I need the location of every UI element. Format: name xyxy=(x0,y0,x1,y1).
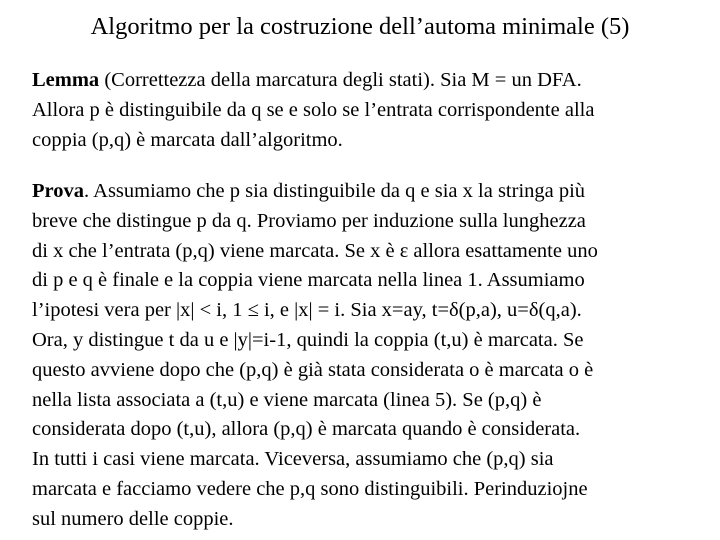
proof-line-12: sul numero delle coppie. xyxy=(32,507,234,530)
proof-line-7: questo avviene dopo che (p,q) è già stata considerata o è marcata o è xyxy=(32,358,594,381)
proof-line-10: In tutti i casi viene marcata. Viceversa, assumiamo che (p,q) sia xyxy=(32,448,554,471)
proof-line-1 xyxy=(32,177,712,207)
proof-line-11: marcata e facciamo vedere che p,q sono distinguibili. Perinduziojne xyxy=(32,477,588,500)
lemma-line-1-text: (Correttezza della marcatura degli stati). Sia M = un DFA. xyxy=(99,69,582,91)
slide-title: Algoritmo per la costruzione dell’automa minimale (5) xyxy=(90,13,630,40)
proof-line-9: considerata dopo (t,u), allora (p,q) è marcata quando è considerata. xyxy=(32,418,581,441)
lemma-paragraph xyxy=(32,66,712,155)
proof-line-5: l’ipotesi vera per |x| < i, 1 ≤ i, e |x| = i. Sia x=ay, t=δ(p,a), u=δ(q,a). xyxy=(32,299,582,322)
lemma-line-2: Allora p è distinguibile da q se e solo se l’entrata corrispondente alla xyxy=(32,98,595,121)
proof-line-3: di x che l’entrata (p,q) viene marcata. Se x è ε allora esattamente uno xyxy=(32,239,598,262)
proof-line-8: nella lista associata a (t,u) e viene marcata (linea 5). Se (p,q) è xyxy=(32,388,542,411)
proof-line-4: di p e q è finale e la coppia viene marcata nella linea 1. Assumiamo xyxy=(32,269,585,292)
proof-paragraph xyxy=(32,177,712,535)
proof-line-1-text: . Assumiamo che p sia distinguibile da q e sia x la stringa più xyxy=(84,180,586,202)
proof-line-6: Ora, y distingue t da u e |y|=i-1, quindi la coppia (t,u) è marcata. Se xyxy=(32,328,584,351)
lemma-line-3: coppia (p,q) è marcata dall’algoritmo. xyxy=(32,128,343,151)
proof-keyword: Prova xyxy=(32,180,85,202)
proof-line-2: breve che distingue p da q. Proviamo per induzione sulla lunghezza xyxy=(32,209,586,232)
lemma-line-1 xyxy=(32,66,712,96)
lemma-keyword: Lemma xyxy=(32,69,100,91)
